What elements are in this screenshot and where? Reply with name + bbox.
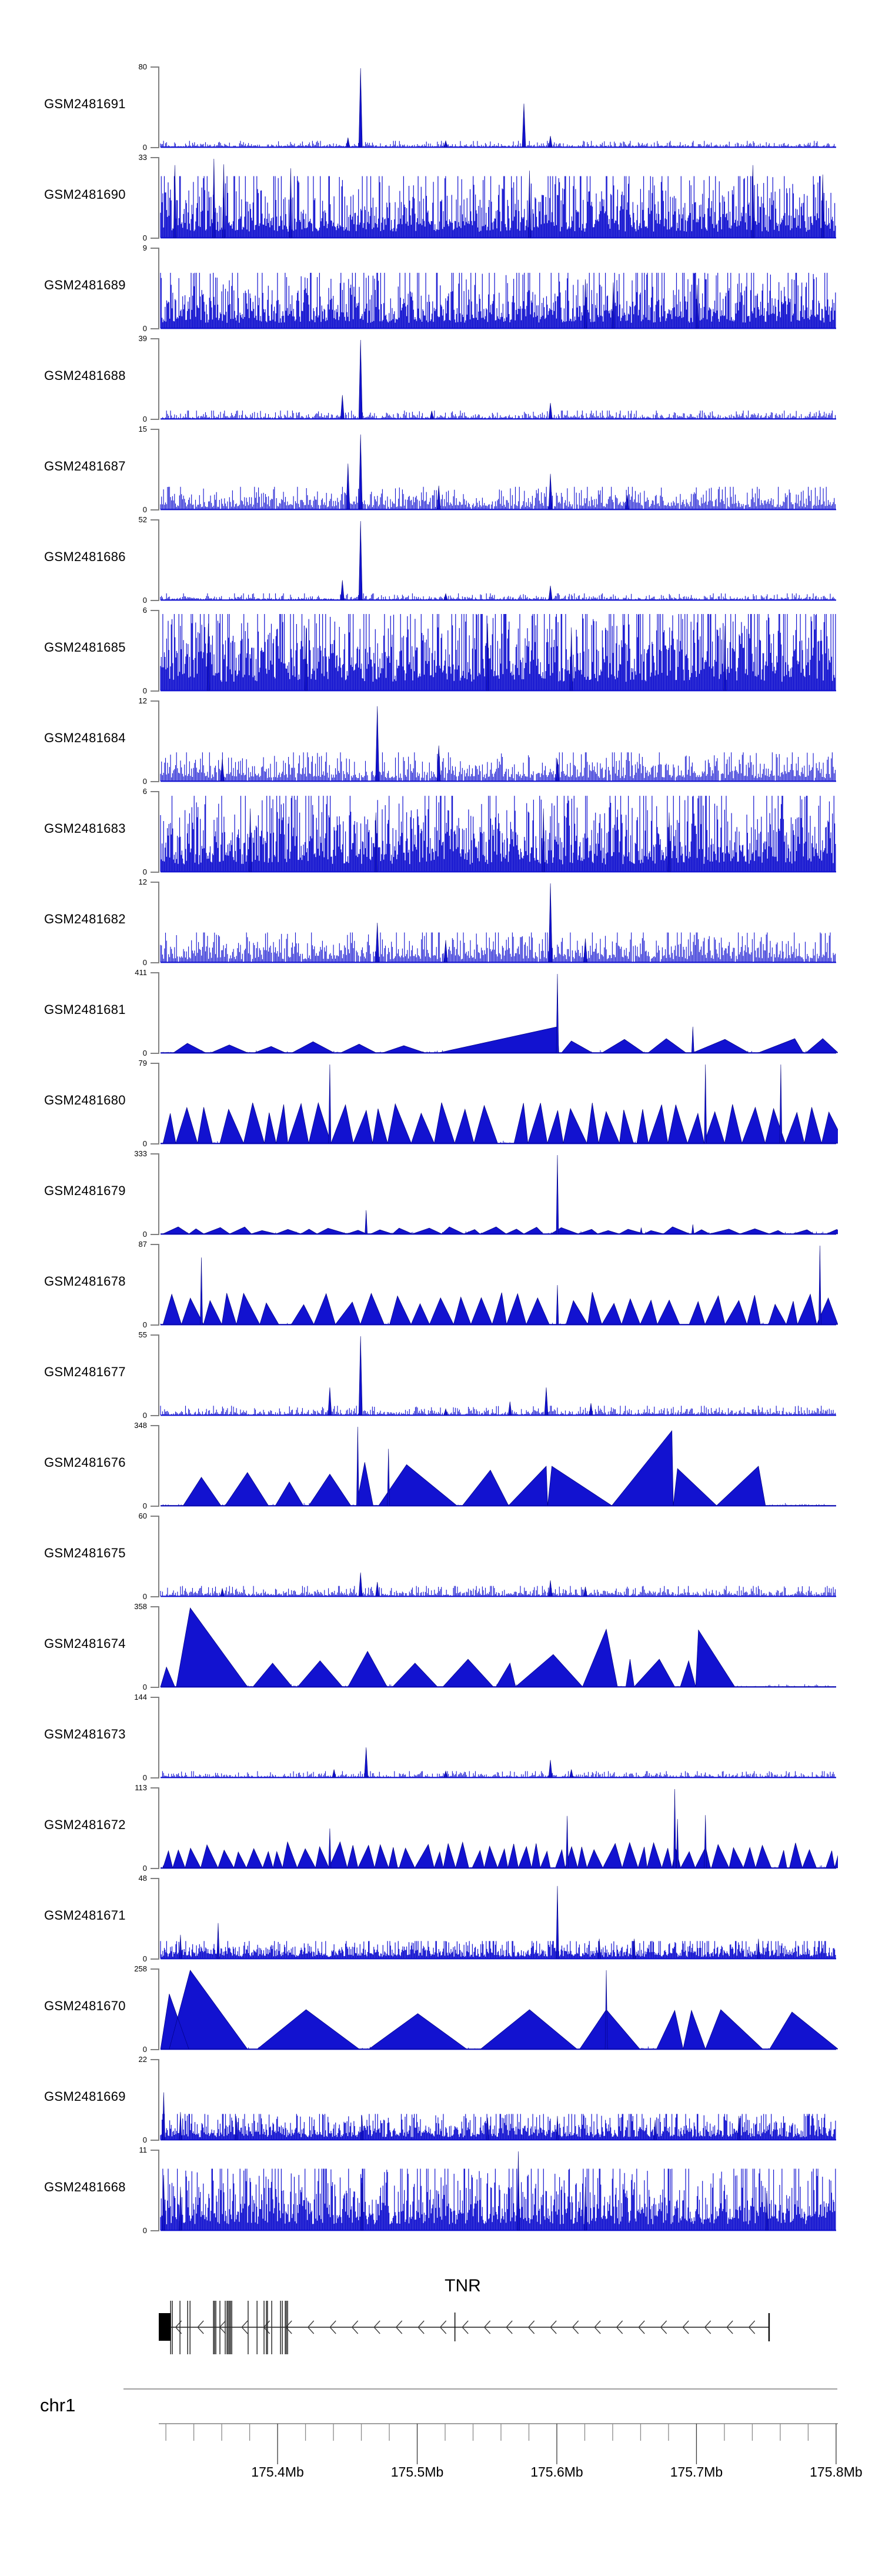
axis-tick-label: 175.4Mb — [251, 2464, 304, 2480]
track-ymax-label: 22 — [138, 2055, 147, 2064]
track-zero-label: 0 — [142, 1049, 147, 1057]
track-row-GSM2481691 — [0, 62, 882, 152]
y-axis-top-tick — [151, 429, 158, 430]
track-zero-label: 0 — [142, 2226, 147, 2235]
track-ymax-label: 6 — [142, 606, 147, 615]
y-axis-zero-tick — [151, 328, 158, 329]
track-ymax-label: 11 — [139, 2145, 147, 2154]
y-axis-top-tick — [151, 519, 158, 520]
track-label: GSM2481689 — [44, 278, 126, 292]
genome-axis — [159, 2417, 838, 2470]
track-row-GSM2481687 — [0, 425, 882, 514]
coverage-signal — [159, 519, 838, 601]
track-ymax-label: 9 — [142, 243, 147, 252]
track-row-GSM2481680 — [0, 1059, 882, 1148]
track-label: GSM2481673 — [44, 1727, 126, 1741]
track-zero-label: 0 — [142, 867, 147, 876]
track-row-GSM2481679 — [0, 1149, 882, 1239]
y-axis-top-tick — [151, 610, 158, 611]
track-label: GSM2481684 — [44, 730, 126, 745]
track-ymax-label: 411 — [135, 968, 147, 977]
track-label: GSM2481683 — [44, 821, 126, 836]
coverage-signal — [159, 610, 838, 692]
track-zero-label: 0 — [142, 2135, 147, 2144]
y-axis-top-tick — [151, 1697, 158, 1698]
track-zero-label: 0 — [142, 1230, 147, 1239]
track-row-GSM2481683 — [0, 787, 882, 876]
track-label: GSM2481687 — [44, 459, 126, 473]
y-axis-top-tick — [151, 1787, 158, 1788]
gene-title: TNR — [445, 2276, 481, 2295]
coverage-signal — [159, 791, 838, 873]
y-axis-zero-tick — [151, 781, 158, 782]
coverage-signal — [159, 429, 838, 510]
y-axis-zero-tick — [151, 1324, 158, 1326]
track-label: GSM2481688 — [44, 368, 126, 383]
track-zero-label: 0 — [142, 1320, 147, 1329]
track-row-GSM2481682 — [0, 877, 882, 967]
y-axis-zero-tick — [151, 419, 158, 420]
y-axis-top-tick — [151, 2059, 158, 2060]
track-zero-label: 0 — [142, 324, 147, 333]
coverage-signal — [159, 2059, 838, 2141]
track-zero-label: 0 — [142, 143, 147, 152]
y-axis-top-tick — [151, 1968, 158, 1970]
y-axis-zero-tick — [151, 872, 158, 873]
track-row-GSM2481669 — [0, 2055, 882, 2144]
track-row-GSM2481676 — [0, 1421, 882, 1510]
track-zero-label: 0 — [142, 1501, 147, 1510]
track-row-GSM2481678 — [0, 1240, 882, 1329]
y-axis-top-tick — [151, 1516, 158, 1517]
track-label: GSM2481685 — [44, 640, 126, 655]
track-ymax-label: 144 — [134, 1693, 147, 1701]
y-axis-top-tick — [151, 2150, 158, 2151]
track-row-GSM2481690 — [0, 153, 882, 242]
y-axis-top-tick — [151, 1606, 158, 1607]
track-ymax-label: 358 — [134, 1602, 147, 1611]
track-label: GSM2481691 — [44, 96, 126, 111]
coverage-signal — [159, 972, 838, 1054]
y-axis-zero-tick — [151, 238, 158, 239]
y-axis-top-tick — [151, 1153, 158, 1154]
track-zero-label: 0 — [142, 2045, 147, 2054]
track-zero-label: 0 — [142, 233, 147, 242]
y-axis-zero-tick — [151, 1868, 158, 1869]
y-axis-top-tick — [151, 1063, 158, 1064]
track-ymax-label: 80 — [138, 62, 147, 71]
track-label: GSM2481676 — [44, 1455, 126, 1470]
track-zero-label: 0 — [142, 1954, 147, 1963]
chromosome-label: chr1 — [40, 2395, 76, 2415]
track-label: GSM2481674 — [44, 1636, 126, 1651]
track-row-GSM2481668 — [0, 2145, 882, 2235]
track-zero-label: 0 — [142, 1592, 147, 1601]
y-axis-top-tick — [151, 791, 158, 792]
track-zero-label: 0 — [142, 1773, 147, 1782]
track-label: GSM2481668 — [44, 2180, 126, 2194]
track-row-GSM2481685 — [0, 606, 882, 695]
y-axis-top-tick — [151, 66, 158, 68]
track-ymax-label: 113 — [135, 1783, 147, 1792]
y-axis-top-tick — [151, 248, 158, 249]
axis-separator-line — [123, 2388, 837, 2390]
track-row-GSM2481670 — [0, 1964, 882, 2054]
y-axis-top-tick — [151, 338, 158, 339]
track-zero-label: 0 — [142, 1864, 147, 1873]
track-row-GSM2481677 — [0, 1330, 882, 1420]
track-label: GSM2481677 — [44, 1364, 126, 1379]
y-axis-zero-tick — [151, 2230, 158, 2231]
y-axis-top-tick — [151, 700, 158, 702]
coverage-signal — [159, 1244, 838, 1326]
track-label: GSM2481681 — [44, 1002, 126, 1017]
coverage-signal — [159, 1787, 838, 1869]
y-axis-zero-tick — [151, 1958, 158, 1960]
axis-tick-label: 175.5Mb — [390, 2464, 444, 2480]
y-axis-zero-tick — [151, 2140, 158, 2141]
track-zero-label: 0 — [142, 958, 147, 967]
track-ymax-label: 48 — [138, 1874, 147, 1883]
track-label: GSM2481672 — [44, 1817, 126, 1832]
coverage-signal — [159, 1968, 838, 2050]
y-axis-zero-tick — [151, 1506, 158, 1507]
track-row-GSM2481688 — [0, 334, 882, 423]
track-ymax-label: 52 — [138, 515, 147, 524]
coverage-signal — [159, 1697, 838, 1778]
track-ymax-label: 12 — [138, 696, 147, 705]
y-axis-top-tick — [151, 157, 158, 158]
track-ymax-label: 60 — [138, 1511, 147, 1520]
y-axis-zero-tick — [151, 962, 158, 963]
track-row-GSM2481681 — [0, 968, 882, 1057]
track-row-GSM2481686 — [0, 515, 882, 605]
axis-tick-label: 175.6Mb — [530, 2464, 583, 2480]
track-label: GSM2481682 — [44, 912, 126, 926]
gene-model-track — [159, 2297, 838, 2358]
track-label: GSM2481680 — [44, 1093, 126, 1107]
track-label: GSM2481671 — [44, 1908, 126, 1923]
track-label: GSM2481670 — [44, 1998, 126, 2013]
coverage-signal — [159, 1153, 838, 1235]
coverage-signal — [159, 700, 838, 782]
y-axis-zero-tick — [151, 509, 158, 510]
track-row-GSM2481671 — [0, 1874, 882, 1963]
track-zero-label: 0 — [142, 686, 147, 695]
track-label: GSM2481679 — [44, 1183, 126, 1198]
coverage-signal — [159, 1063, 838, 1144]
track-ymax-label: 6 — [142, 787, 147, 796]
y-axis-top-tick — [151, 1244, 158, 1245]
axis-tick-label: 175.7Mb — [670, 2464, 723, 2480]
coverage-signal — [159, 2150, 838, 2231]
y-axis-zero-tick — [151, 1687, 158, 1688]
track-zero-label: 0 — [142, 596, 147, 605]
track-label: GSM2481675 — [44, 1546, 126, 1560]
track-ymax-label: 55 — [138, 1330, 147, 1339]
y-axis-zero-tick — [151, 690, 158, 692]
track-label: GSM2481690 — [44, 187, 126, 202]
track-ymax-label: 33 — [138, 153, 147, 162]
y-axis-top-tick — [151, 1425, 158, 1426]
track-zero-label: 0 — [142, 777, 147, 786]
y-axis-zero-tick — [151, 1777, 158, 1778]
track-row-GSM2481673 — [0, 1693, 882, 1782]
track-zero-label: 0 — [142, 1139, 147, 1148]
track-ymax-label: 79 — [138, 1059, 147, 1067]
track-row-GSM2481675 — [0, 1511, 882, 1601]
coverage-signal — [159, 1606, 838, 1688]
coverage-signal — [159, 66, 838, 148]
coverage-signal — [159, 248, 838, 329]
coverage-signal — [159, 1334, 838, 1416]
coverage-signal — [159, 1516, 838, 1597]
y-axis-zero-tick — [151, 1234, 158, 1235]
track-ymax-label: 15 — [138, 425, 147, 433]
track-row-GSM2481674 — [0, 1602, 882, 1691]
y-axis-zero-tick — [151, 1053, 158, 1054]
coverage-signal — [159, 1425, 838, 1507]
y-axis-top-tick — [151, 1878, 158, 1879]
y-axis-top-tick — [151, 1334, 158, 1336]
track-zero-label: 0 — [142, 1683, 147, 1691]
axis-tick-label: 175.8Mb — [810, 2464, 863, 2480]
coverage-signal — [159, 882, 838, 963]
coverage-signal — [159, 1878, 838, 1960]
track-label: GSM2481678 — [44, 1274, 126, 1289]
track-ymax-label: 348 — [134, 1421, 147, 1430]
coverage-signal — [159, 338, 838, 420]
y-axis-zero-tick — [151, 600, 158, 601]
y-axis-zero-tick — [151, 147, 158, 148]
track-label: GSM2481669 — [44, 2089, 126, 2104]
track-row-GSM2481684 — [0, 696, 882, 786]
track-ymax-label: 12 — [138, 877, 147, 886]
y-axis-top-tick — [151, 972, 158, 973]
track-row-GSM2481672 — [0, 1783, 882, 1873]
coverage-signal — [159, 157, 838, 239]
track-ymax-label: 258 — [134, 1964, 147, 1973]
track-row-GSM2481689 — [0, 243, 882, 333]
y-axis-zero-tick — [151, 1143, 158, 1144]
y-axis-zero-tick — [151, 2049, 158, 2050]
track-ymax-label: 39 — [138, 334, 147, 343]
y-axis-zero-tick — [151, 1596, 158, 1597]
y-axis-top-tick — [151, 882, 158, 883]
track-ymax-label: 333 — [134, 1149, 147, 1158]
track-zero-label: 0 — [142, 505, 147, 514]
track-label: GSM2481686 — [44, 549, 126, 564]
track-ymax-label: 87 — [138, 1240, 147, 1249]
track-zero-label: 0 — [142, 1411, 147, 1420]
track-zero-label: 0 — [142, 415, 147, 423]
y-axis-zero-tick — [151, 1415, 158, 1416]
